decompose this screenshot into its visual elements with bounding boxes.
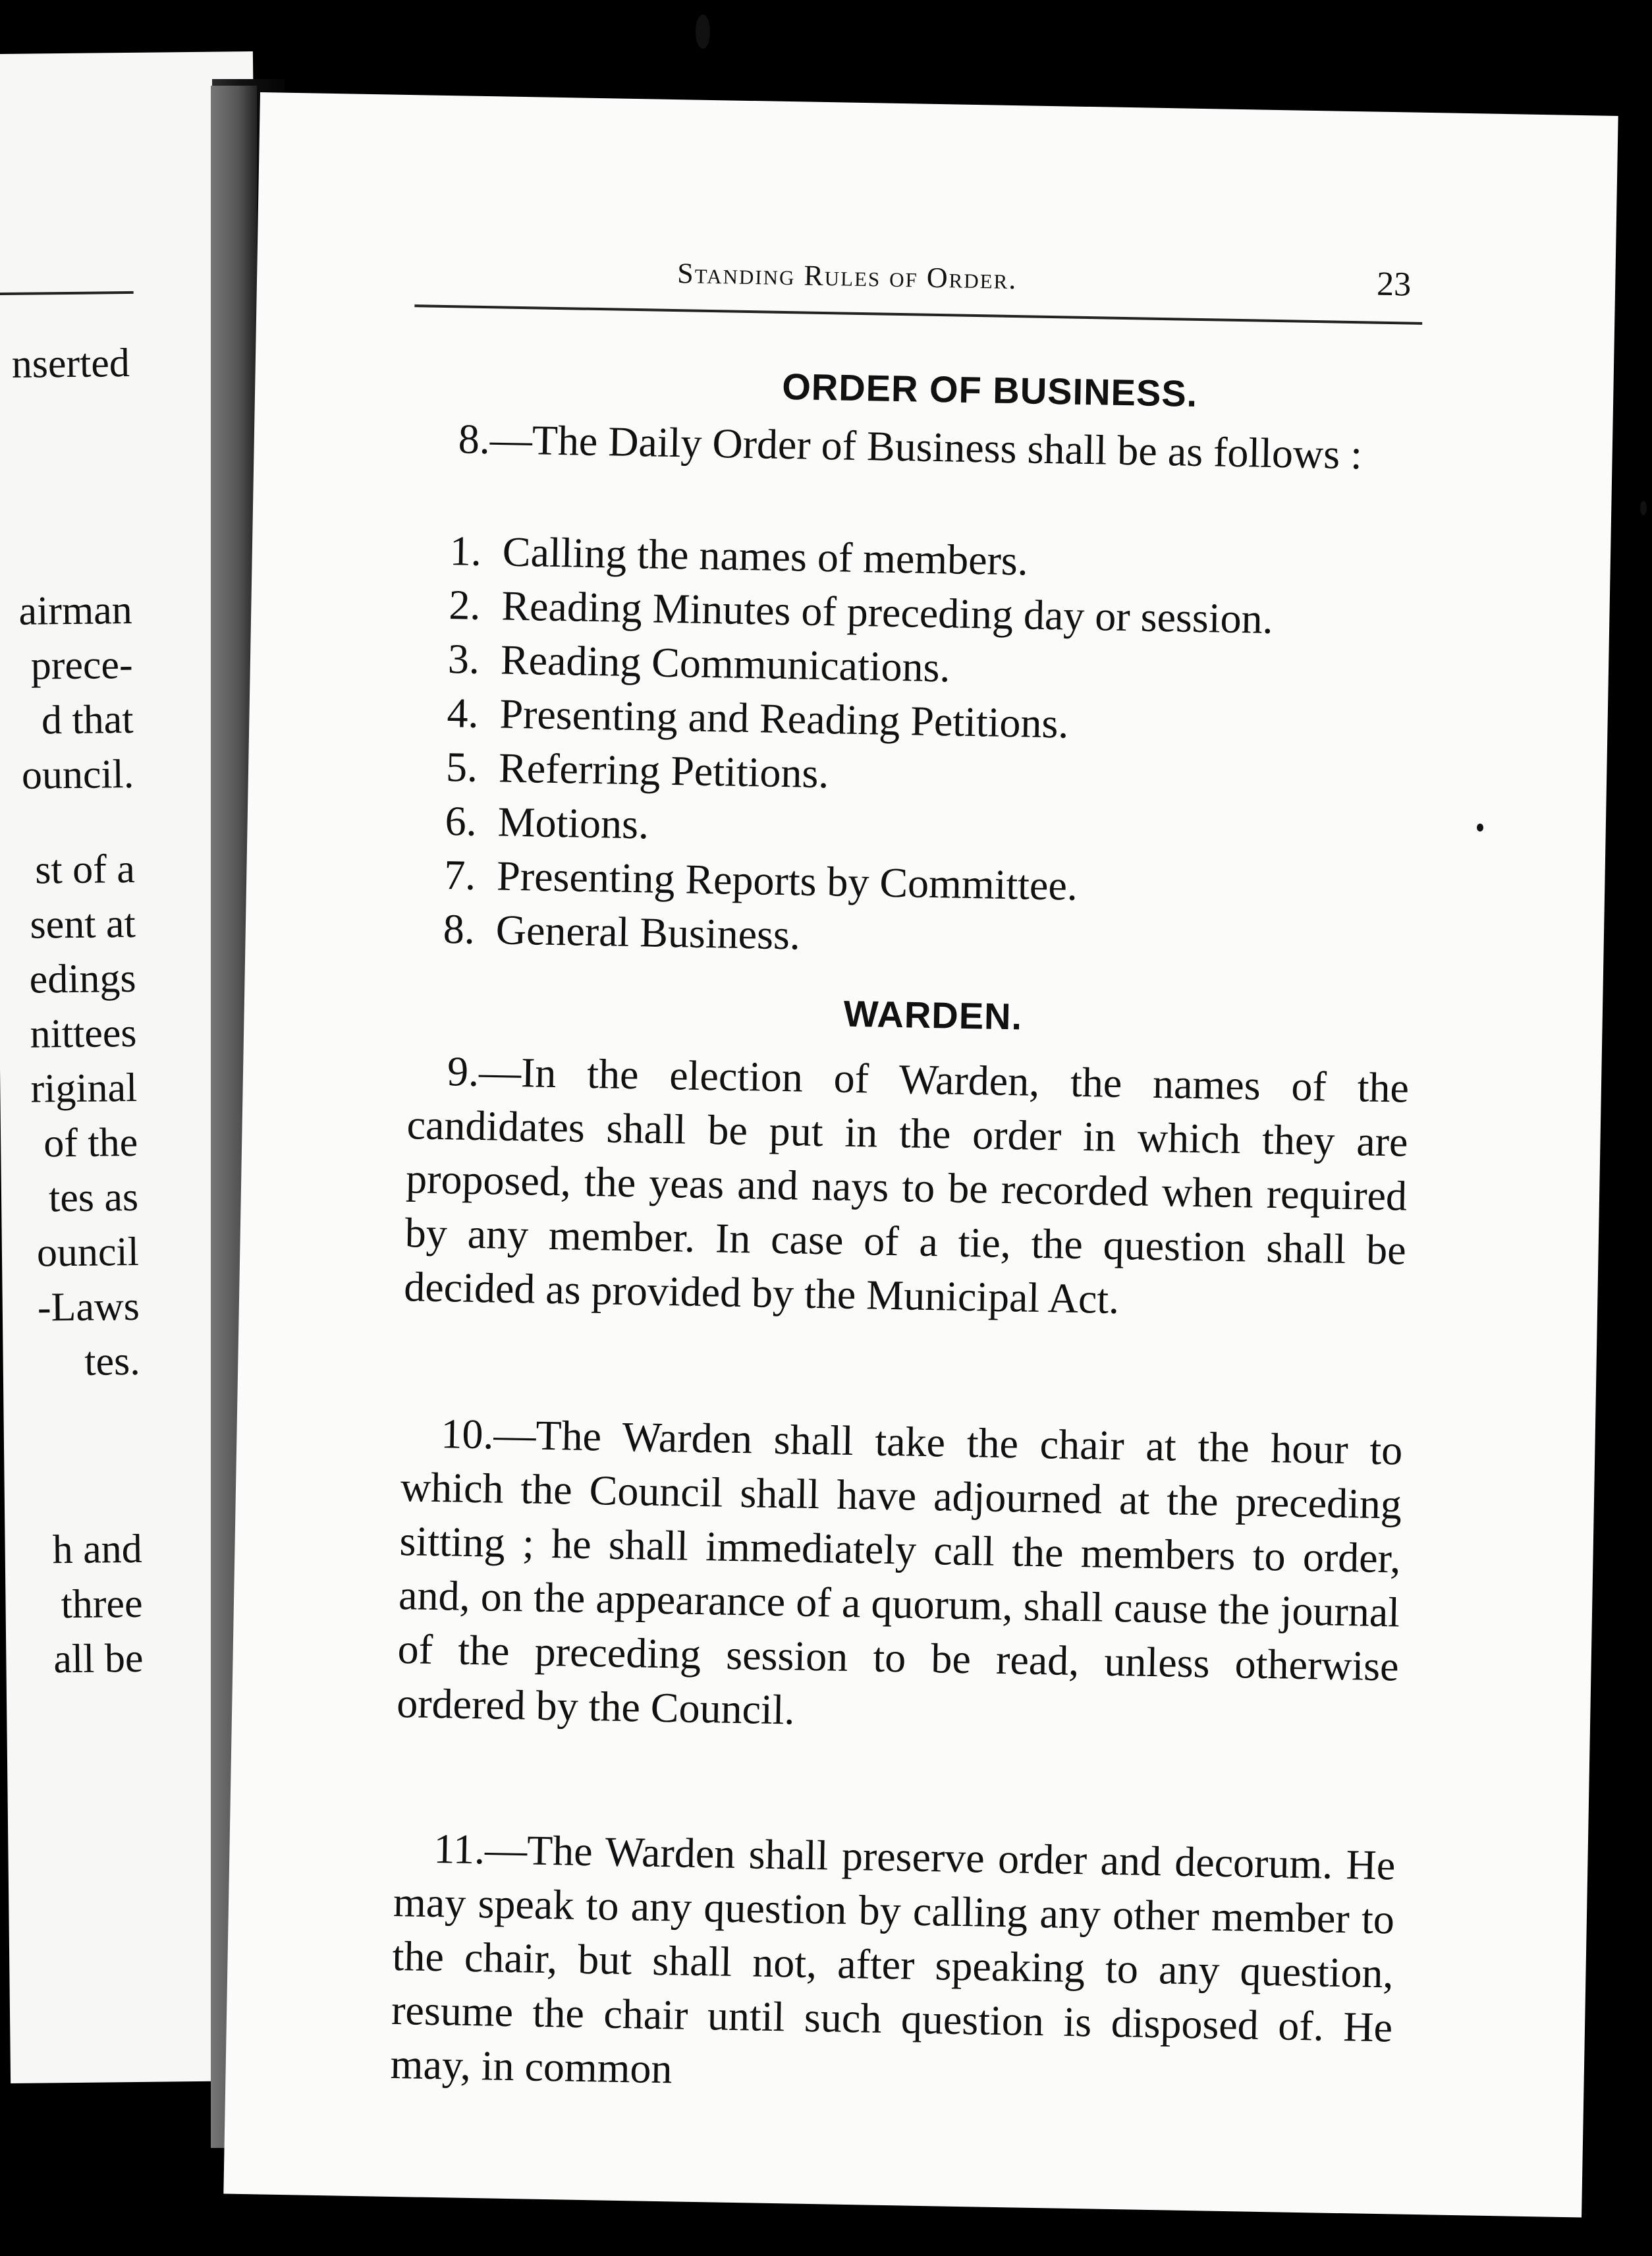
rule-9	[404, 1044, 1410, 1331]
list-item-number: 8.	[443, 905, 476, 953]
left-fragment: of the	[43, 1119, 138, 1166]
list-item-number: 2.	[448, 581, 482, 629]
list-item-number: 1.	[449, 527, 482, 575]
list-item-number: 3.	[447, 635, 480, 683]
list-item-number: 5.	[445, 743, 478, 791]
rule-11	[390, 1821, 1396, 2108]
page-number: 23	[1376, 265, 1412, 304]
running-head: Standing Rules of Order.	[676, 257, 1018, 296]
left-fragment: -Laws	[37, 1283, 140, 1330]
right-page	[223, 92, 1618, 2218]
section-heading-warden: WARDEN.	[843, 992, 1023, 1038]
section-heading-order-of-business: ORDER OF BUSINESS.	[781, 365, 1198, 414]
list-item-text: General Business.	[495, 906, 801, 959]
left-fragment: tes as	[48, 1174, 139, 1221]
header-rule	[414, 304, 1422, 325]
left-fragment: tes.	[84, 1338, 141, 1384]
left-fragment: sent at	[30, 901, 136, 947]
left-fragment: nserted	[11, 340, 130, 387]
left-fragment: ouncil	[36, 1229, 140, 1276]
list-item-text: Presenting Reports by Committee.	[496, 852, 1078, 909]
left-fragment: edings	[29, 955, 136, 1002]
rule-8-intro	[418, 411, 1420, 483]
list-item-text: Presenting and Reading Petitions.	[499, 690, 1069, 747]
list-item-text: Reading Communications.	[500, 636, 951, 691]
scan-speck	[1477, 824, 1483, 832]
scan-speck	[1640, 501, 1647, 515]
scan-speck	[696, 14, 710, 49]
left-page-rule	[0, 291, 134, 295]
list-item-text: Reading Minutes of preceding day or session.	[501, 582, 1274, 642]
rule-10-text: 10.—The Warden shall take the chair at the hour to which the Council shall have adjourned at the preceding sitting ; he shall immediately call the members to order, and, on the appearance of a quorum, shall cause the journal of the preceding session to be read, unless otherwise ordered by the Council.	[396, 1410, 1403, 1734]
left-fragment: three	[61, 1581, 143, 1627]
rule-10	[397, 1406, 1403, 1747]
left-fragment: nittees	[30, 1010, 137, 1057]
left-fragment: st of a	[34, 846, 136, 893]
list-item-text: Calling the names of members.	[502, 528, 1029, 584]
list-item-text: Motions.	[497, 798, 649, 848]
left-fragment: airman	[18, 587, 133, 634]
order-of-business-list	[443, 524, 1275, 971]
list-item-number: 6.	[445, 797, 478, 845]
rule-11-text: 11.—The Warden shall preserve order and decorum. He may speak to any question by calling any other member to the chair, but shall not, after speaking to any question, resume the chair until such question is disposed of. He may, in common	[390, 1825, 1396, 2093]
left-fragment: d that	[41, 696, 134, 743]
left-fragment: prece-	[30, 642, 133, 689]
left-fragment: riginal	[30, 1065, 138, 1112]
left-fragment: ouncil.	[21, 751, 134, 798]
rule-8-text: 8.—The Daily Order of Business shall be as follows :	[458, 415, 1363, 478]
list-item-number: 7.	[443, 851, 476, 899]
list-item-text: Referring Petitions.	[498, 744, 829, 797]
rule-9-text: 9.—In the election of Warden, the names of the candidates shall be put in the order in which they are proposed, the yeas and nays to be recorded when required by any member. In case of a tie, the question shall be decided as provided by the Municipal Act.	[403, 1048, 1410, 1323]
left-fragment: all be	[53, 1635, 144, 1682]
left-fragment: h and	[52, 1526, 143, 1573]
list-item-number: 4.	[446, 689, 480, 737]
